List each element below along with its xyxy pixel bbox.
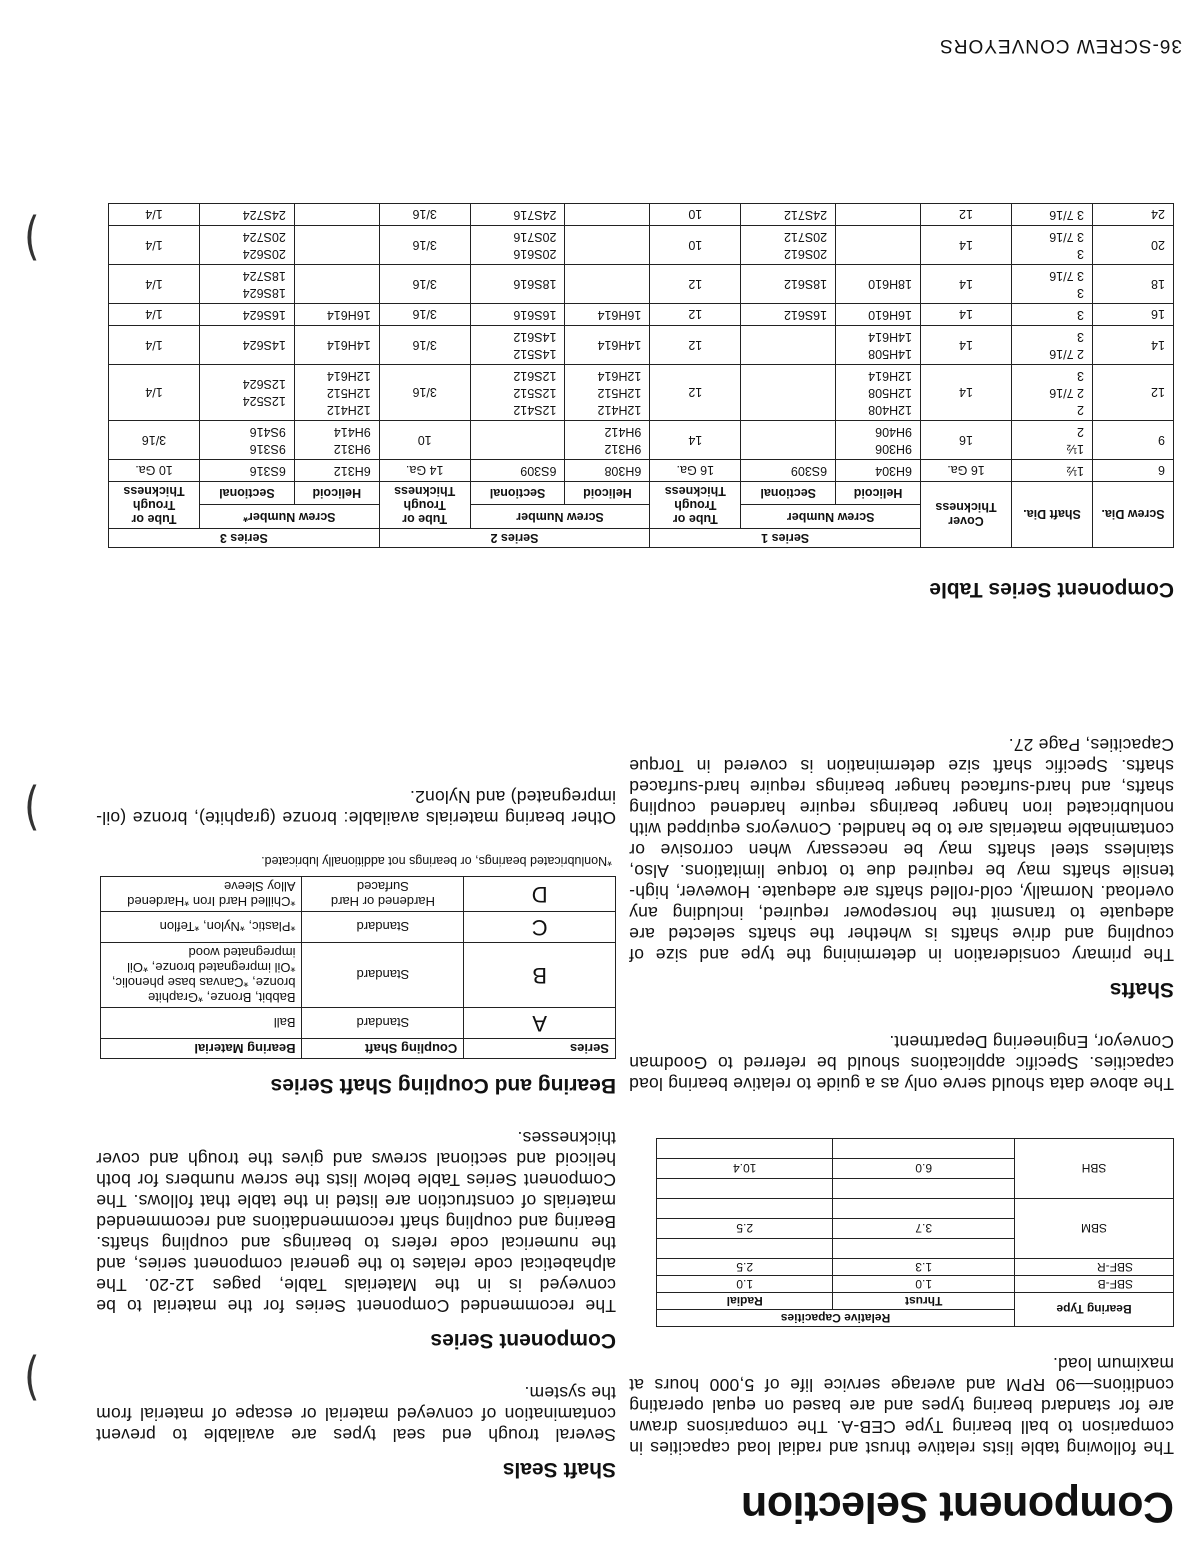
series2-helicoid bbox=[565, 226, 650, 265]
header-helicoid: Helicoid bbox=[836, 482, 921, 506]
table-row bbox=[657, 1239, 1174, 1259]
thrust-value: 1.3 bbox=[833, 1259, 1015, 1276]
series3-sectional-value: 9S316 bbox=[249, 442, 286, 456]
bearing-type: SBH bbox=[1015, 1139, 1174, 1199]
series1-sectional-value: 6S309 bbox=[790, 464, 828, 478]
series3-helicoid bbox=[294, 421, 379, 460]
series1-sectional-value: 20S712 bbox=[784, 230, 828, 244]
series2-helicoid bbox=[565, 326, 650, 365]
series1-helicoid bbox=[836, 365, 921, 421]
thrust-value: 6.0 bbox=[833, 1159, 1015, 1179]
series2-helicoid-value: 14H614 bbox=[597, 338, 642, 353]
header-tube-thickness: Tube or Trough Thickness bbox=[109, 482, 200, 529]
bearing-coupling-heading: Bearing and Coupling Shaft Series bbox=[270, 1074, 616, 1097]
series3-helicoid bbox=[294, 326, 379, 365]
table-row bbox=[657, 1276, 1174, 1293]
series2-helicoid bbox=[565, 204, 650, 226]
series-code: A bbox=[464, 1008, 616, 1039]
cover-thickness: 14 bbox=[921, 226, 1012, 265]
header-series: Series bbox=[464, 1039, 616, 1059]
header-shaft-dia: Shaft Dia. bbox=[1012, 482, 1093, 548]
series3-sectional bbox=[200, 226, 295, 265]
series2-sectional bbox=[470, 265, 565, 304]
shaft-dia-value: 3 bbox=[1077, 286, 1084, 300]
bearing-type: SBF-R bbox=[1015, 1259, 1174, 1276]
header-sectional: Sectional bbox=[470, 482, 565, 506]
series2-sectional bbox=[470, 304, 565, 326]
series3-helicoid bbox=[294, 204, 379, 226]
table-row bbox=[657, 1179, 1174, 1199]
header-bearing-material: Bearing Material bbox=[101, 1039, 303, 1059]
series2-sectional bbox=[470, 226, 565, 265]
series3-tube-thickness: 1/4 bbox=[109, 204, 200, 226]
bearing-coupling-table bbox=[100, 876, 616, 1059]
right-column bbox=[96, 786, 616, 1531]
series3-helicoid-value: 9H312 bbox=[333, 442, 371, 456]
table-row bbox=[109, 365, 1174, 421]
bearing-capacity-table bbox=[656, 1138, 1174, 1327]
screw-dia: 16 bbox=[1093, 304, 1174, 326]
header-bearing-type: Bearing Type bbox=[1015, 1293, 1174, 1327]
screw-dia: 9 bbox=[1093, 421, 1174, 460]
coupling-shaft: Standard bbox=[302, 943, 464, 1008]
series3-sectional bbox=[200, 304, 295, 326]
series1-sectional bbox=[741, 326, 836, 365]
component-series-heading: Component Series bbox=[430, 1329, 616, 1352]
series2-sectional-value: 6S309 bbox=[520, 464, 557, 478]
series3-tube-thickness: 1/4 bbox=[109, 304, 200, 326]
thrust-value: 3.7 bbox=[833, 1219, 1015, 1239]
series3-helicoid-value: 12H412 bbox=[326, 403, 371, 417]
shaft-seals-paragraph: Several trough end seal types are available to prevent contamination of conveyed material or escape of material from the system. bbox=[96, 1383, 616, 1445]
cover-thickness: 14 bbox=[921, 326, 1012, 365]
table-row bbox=[109, 204, 1174, 226]
table-row bbox=[109, 421, 1174, 460]
series3-sectional-value: 20S624 bbox=[242, 247, 286, 261]
series3-sectional-value: 18S724 bbox=[242, 269, 286, 283]
series3-helicoid-value: 12H512 bbox=[326, 386, 371, 400]
radial-value: 2.5 bbox=[657, 1259, 833, 1276]
series2-helicoid bbox=[565, 460, 650, 482]
series3-helicoid-value: 12H614 bbox=[326, 369, 371, 383]
series1-helicoid-value: 12H508 bbox=[868, 386, 912, 400]
series2-helicoid-value: 12H614 bbox=[597, 369, 642, 383]
series2-helicoid bbox=[565, 365, 650, 421]
series2-helicoid bbox=[565, 304, 650, 326]
table-row bbox=[109, 265, 1174, 304]
series1-tube-thickness: 14 bbox=[650, 421, 741, 460]
shaft-dia-value: 1½ bbox=[1066, 442, 1084, 456]
series3-helicoid bbox=[294, 365, 379, 421]
thrust-value: 1.0 bbox=[833, 1276, 1015, 1293]
header-sectional: Sectional bbox=[741, 482, 836, 506]
shaft-dia-value: 3 bbox=[1077, 308, 1084, 322]
series3-helicoid bbox=[294, 265, 379, 304]
coupling-shaft: Standard bbox=[302, 912, 464, 943]
cover-thickness: 12 bbox=[921, 204, 1012, 226]
series2-helicoid-value: 9H412 bbox=[604, 425, 642, 439]
radial-value: 1.0 bbox=[657, 1276, 833, 1293]
series3-sectional-value: 20S724 bbox=[242, 230, 286, 244]
screw-dia: 20 bbox=[1093, 226, 1174, 265]
screw-dia: 6 bbox=[1093, 460, 1174, 482]
series1-helicoid-value: 16H610 bbox=[868, 308, 912, 322]
shafts-heading: Shafts bbox=[1109, 978, 1174, 1001]
series1-sectional-value: 18S612 bbox=[784, 277, 828, 292]
series-code: C bbox=[464, 912, 616, 943]
header-thrust: Thrust bbox=[833, 1293, 1015, 1310]
series1-helicoid-value: 14H614 bbox=[868, 330, 912, 344]
guide-paragraph: The above data should serve only as a guide to relative bearing load capacities. Specific applications should be referred to Goodman Conveyor, Engineering Department. bbox=[629, 1032, 1174, 1094]
shaft-dia-value: 2 bbox=[1077, 403, 1084, 417]
series3-helicoid-value: 9H414 bbox=[333, 425, 371, 439]
header-coupling-shaft: Coupling Shaft bbox=[302, 1039, 464, 1059]
table-row bbox=[109, 226, 1174, 265]
series2-tube-thickness: 3/16 bbox=[379, 265, 470, 304]
table-row bbox=[109, 460, 1174, 482]
series1-tube-thickness: 12 bbox=[650, 365, 741, 421]
series3-tube-thickness: 3/16 bbox=[109, 421, 200, 460]
bearing-type: SBF-B bbox=[1015, 1276, 1174, 1293]
cover-thickness: 14 bbox=[921, 304, 1012, 326]
series1-tube-thickness: 12 bbox=[650, 265, 741, 304]
shaft-dia bbox=[1012, 204, 1093, 226]
series3-helicoid bbox=[294, 460, 379, 482]
series2-sectional-value: 12S512 bbox=[513, 386, 557, 400]
series1-sectional bbox=[741, 265, 836, 304]
table-row bbox=[101, 877, 616, 912]
series1-helicoid bbox=[836, 226, 921, 265]
series2-sectional bbox=[470, 421, 565, 460]
header-tube-thickness: Tube or Trough Thickness bbox=[650, 482, 741, 529]
table-row bbox=[101, 943, 616, 1008]
series2-helicoid-value: 12H512 bbox=[597, 386, 642, 400]
series3-sectional bbox=[200, 326, 295, 365]
radial-value: 10.4 bbox=[657, 1159, 833, 1179]
series3-sectional-value: 9S416 bbox=[249, 425, 286, 439]
page-title: Component Selection bbox=[741, 1483, 1174, 1531]
header-screw-number: Screw Number* bbox=[200, 505, 380, 529]
screw-dia: 18 bbox=[1093, 265, 1174, 304]
bearing-material: Ball bbox=[101, 1008, 303, 1039]
series2-helicoid bbox=[565, 265, 650, 304]
series1-sectional bbox=[741, 365, 836, 421]
header-series-3: Series 3 bbox=[109, 529, 380, 548]
series3-tube-thickness: 10 Ga. bbox=[109, 460, 200, 482]
series1-sectional-value: 16S612 bbox=[784, 308, 828, 322]
series2-tube-thickness: 3/16 bbox=[379, 365, 470, 421]
series1-tube-thickness: 12 bbox=[650, 326, 741, 365]
series3-sectional bbox=[200, 460, 295, 482]
table-row bbox=[101, 912, 616, 943]
series3-helicoid-value: 6H312 bbox=[333, 464, 371, 478]
series2-sectional-value: 20S716 bbox=[513, 230, 557, 244]
series2-sectional-value: 16S616 bbox=[513, 308, 557, 322]
series2-sectional-value: 14S612 bbox=[513, 330, 557, 344]
header-sectional: Sectional bbox=[200, 482, 295, 506]
series1-helicoid bbox=[836, 326, 921, 365]
series3-sectional-value: 12S624 bbox=[242, 377, 286, 392]
series3-sectional bbox=[200, 204, 295, 226]
shaft-seals-heading: Shaft Seals bbox=[502, 1458, 616, 1481]
series1-tube-thickness: 12 bbox=[650, 304, 741, 326]
table-row bbox=[101, 1008, 616, 1039]
running-head: 36-SCREW CONVEYORS bbox=[939, 35, 1182, 56]
shaft-dia bbox=[1012, 421, 1093, 460]
shaft-dia-value: 2 7/16 bbox=[1049, 386, 1084, 400]
series1-helicoid-value: 14H508 bbox=[868, 347, 912, 361]
shaft-dia-value: 2 bbox=[1077, 425, 1084, 439]
shaft-dia-value: 3 bbox=[1077, 369, 1084, 383]
shaft-dia bbox=[1012, 365, 1093, 421]
series2-sectional-value: 12S412 bbox=[513, 403, 557, 417]
series1-helicoid bbox=[836, 204, 921, 226]
series1-sectional bbox=[741, 304, 836, 326]
component-series-table bbox=[108, 203, 1174, 548]
series1-sectional bbox=[741, 226, 836, 265]
coupling-shaft: Standard bbox=[302, 1008, 464, 1039]
series3-helicoid-value: 16H614 bbox=[326, 308, 371, 322]
series1-helicoid bbox=[836, 460, 921, 482]
series3-tube-thickness: 1/4 bbox=[109, 326, 200, 365]
series2-tube-thickness: 3/16 bbox=[379, 326, 470, 365]
series3-tube-thickness: 1/4 bbox=[109, 265, 200, 304]
series3-sectional-value: 12S524 bbox=[242, 394, 286, 409]
component-series-table-title: Component Series Table bbox=[929, 578, 1174, 601]
series1-helicoid bbox=[836, 265, 921, 304]
series2-sectional-value: 18S616 bbox=[513, 277, 557, 292]
series1-helicoid bbox=[836, 304, 921, 326]
shaft-dia bbox=[1012, 226, 1093, 265]
bearing-type: SBM bbox=[1015, 1199, 1174, 1259]
series1-sectional bbox=[741, 204, 836, 226]
series3-tube-thickness: 1/4 bbox=[109, 365, 200, 421]
left-column bbox=[629, 734, 1174, 1531]
series3-sectional-value: 14S624 bbox=[242, 338, 286, 353]
header-relative-capacities: Relative Capacities bbox=[657, 1310, 1015, 1327]
screw-dia: 14 bbox=[1093, 326, 1174, 365]
series2-tube-thickness: 3/16 bbox=[379, 226, 470, 265]
series2-tube-thickness: 10 bbox=[379, 421, 470, 460]
series3-tube-thickness: 1/4 bbox=[109, 226, 200, 265]
series3-helicoid bbox=[294, 304, 379, 326]
series3-sectional-value: 18S624 bbox=[242, 286, 286, 300]
shafts-paragraph: The primary consideration in determining the type and size of coupling and drive shafts is whether the shafts selected are adequate to transmit the horsepower required, including any overload. Normally, cold-rolled shafts are adequate. However, high-tensile shafts may be required due to torque limitations. Also, stainless steel shafts may be necessary when corrosive or contaminable materials are to be handled. Conveyors equipped with nonlubricated iron hanger bearings require hardened coupling shafts, and hard-surfaced hanger bearings require hard-surfaced shafts. Specific shaft size determination is covered in Torque Capacities, Page 27. bbox=[629, 735, 1174, 965]
cover-thickness: 16 bbox=[921, 421, 1012, 460]
series3-sectional-value: 6S316 bbox=[249, 464, 286, 478]
series2-sectional-value: 24S716 bbox=[513, 208, 557, 222]
series2-helicoid-value: 9H312 bbox=[604, 442, 642, 456]
table-row bbox=[657, 1259, 1174, 1276]
series2-sectional-value: 20S616 bbox=[513, 247, 557, 261]
shaft-dia bbox=[1012, 304, 1093, 326]
screw-dia: 24 bbox=[1093, 204, 1174, 226]
series1-sectional-value: 20S612 bbox=[784, 247, 828, 261]
header-screw-number: Screw Number bbox=[470, 505, 650, 529]
series2-sectional bbox=[470, 365, 565, 421]
cover-thickness: 14 bbox=[921, 265, 1012, 304]
shaft-dia-value: 3 7/16 bbox=[1049, 269, 1084, 283]
bearing-material: Babbit, Bronze, *Graphite bronze, *Canvas base phenolic, *Oil impregnated bronze, *Oil impregnated wood bbox=[101, 943, 303, 1008]
shaft-dia bbox=[1012, 265, 1093, 304]
series2-sectional-value: 12S612 bbox=[513, 369, 557, 383]
series1-helicoid-value: 6H304 bbox=[875, 464, 912, 478]
series3-sectional bbox=[200, 265, 295, 304]
cover-thickness: 14 bbox=[921, 365, 1012, 421]
series-code: B bbox=[464, 943, 616, 1008]
series2-sectional bbox=[470, 326, 565, 365]
series3-helicoid-value: 14H614 bbox=[326, 338, 371, 353]
table-row bbox=[109, 304, 1174, 326]
screw-dia: 12 bbox=[1093, 365, 1174, 421]
series1-helicoid-value: 12H614 bbox=[868, 369, 912, 383]
series1-sectional bbox=[741, 460, 836, 482]
series1-sectional bbox=[741, 421, 836, 460]
series2-tube-thickness: 3/16 bbox=[379, 204, 470, 226]
series2-tube-thickness: 3/16 bbox=[379, 304, 470, 326]
series1-helicoid-value: 12H408 bbox=[868, 403, 912, 417]
radial-value: 2.5 bbox=[657, 1219, 833, 1239]
series2-sectional bbox=[470, 204, 565, 226]
series1-helicoid-value: 18H610 bbox=[868, 277, 912, 292]
series2-tube-thickness: 14 Ga. bbox=[379, 460, 470, 482]
table-row bbox=[109, 326, 1174, 365]
series2-helicoid-value: 12H412 bbox=[597, 403, 642, 417]
coupling-shaft: Hardened or Hard Surfaced bbox=[302, 877, 464, 912]
series2-sectional bbox=[470, 460, 565, 482]
series-code: D bbox=[464, 877, 616, 912]
series3-sectional-value: 16S624 bbox=[242, 308, 286, 322]
margin-mark: ) bbox=[24, 208, 40, 268]
header-helicoid: Helicoid bbox=[565, 482, 650, 506]
series3-sectional-value: 24S724 bbox=[242, 208, 286, 222]
cover-thickness: 16 Ga. bbox=[921, 460, 1012, 482]
series1-helicoid bbox=[836, 421, 921, 460]
bearing-material: *Plastic, *Nylon, *Teflon bbox=[101, 912, 303, 943]
margin-mark: ) bbox=[24, 778, 40, 838]
intro-paragraph: The following table lists relative thrust and radial load capacities in comparison to ball bearing Type CEB-A. The comparisons drawn are for standard bearing types and are based on equal operating conditions—90 RPM and average service life of 5,000 hours at maximum load. bbox=[629, 1354, 1174, 1458]
series1-tube-thickness: 16 Ga. bbox=[650, 460, 741, 482]
shaft-dia-value: 1½ bbox=[1066, 464, 1084, 478]
series2-sectional-value: 14S512 bbox=[513, 347, 557, 361]
series-table-body bbox=[109, 204, 1174, 482]
shaft-dia-value: 2 7/16 bbox=[1049, 347, 1084, 361]
series1-helicoid-value: 9H306 bbox=[875, 442, 912, 456]
series1-tube-thickness: 10 bbox=[650, 204, 741, 226]
header-tube-thickness: Tube or Trough Thickness bbox=[379, 482, 470, 529]
series1-sectional-value: 24S712 bbox=[784, 208, 828, 222]
component-series-paragraph: The recommended Component Series for the material to be conveyed is in the Materials Table, pages 12-20. The alphabetical code relates to the general component series, and the numerical code refers to bearings and coupling shafts. Bearing and coupling shaft recommendations and recommended materials of construction are listed in the table that follows. The Component Series Table below lists the screw numbers for both helicoid and sectional screws and gives the trough and cover thicknesses. bbox=[96, 1128, 616, 1316]
margin-mark: ) bbox=[24, 1348, 40, 1408]
header-screw-number: Screw Number bbox=[741, 505, 921, 529]
header-series-1: Series 1 bbox=[650, 529, 921, 548]
header-screw-dia: Screw Dia. bbox=[1093, 482, 1174, 548]
series2-helicoid-value: 16H614 bbox=[597, 308, 642, 322]
shaft-dia-value: 3 7/16 bbox=[1049, 208, 1084, 222]
header-series-2: Series 2 bbox=[379, 529, 650, 548]
bearing-material: *Chilled Hard Iron *Hardened Alloy Sleeve bbox=[101, 877, 303, 912]
header-radial: Radial bbox=[657, 1293, 833, 1310]
footnote: *Nonlubricated bearings, or bearings not additionally lubricated. bbox=[261, 854, 612, 868]
series3-sectional bbox=[200, 421, 295, 460]
shaft-dia-value: 3 bbox=[1077, 247, 1084, 261]
series3-sectional bbox=[200, 365, 295, 421]
series2-helicoid-value: 6H308 bbox=[604, 464, 642, 478]
series1-tube-thickness: 10 bbox=[650, 226, 741, 265]
series2-helicoid bbox=[565, 421, 650, 460]
shaft-dia bbox=[1012, 460, 1093, 482]
shaft-dia-value: 3 7/16 bbox=[1049, 230, 1084, 244]
series3-helicoid bbox=[294, 226, 379, 265]
header-cover-thickness: Cover Thickness bbox=[921, 482, 1012, 548]
shaft-dia bbox=[1012, 326, 1093, 365]
other-materials-paragraph: Other bearing materials available: bronze (graphite), bronze (oil-impregnated) and Nylon2. bbox=[96, 787, 616, 828]
header-helicoid: Helicoid bbox=[294, 482, 379, 506]
series1-helicoid-value: 9H406 bbox=[875, 425, 912, 439]
shaft-dia-value: 3 bbox=[1077, 330, 1084, 344]
